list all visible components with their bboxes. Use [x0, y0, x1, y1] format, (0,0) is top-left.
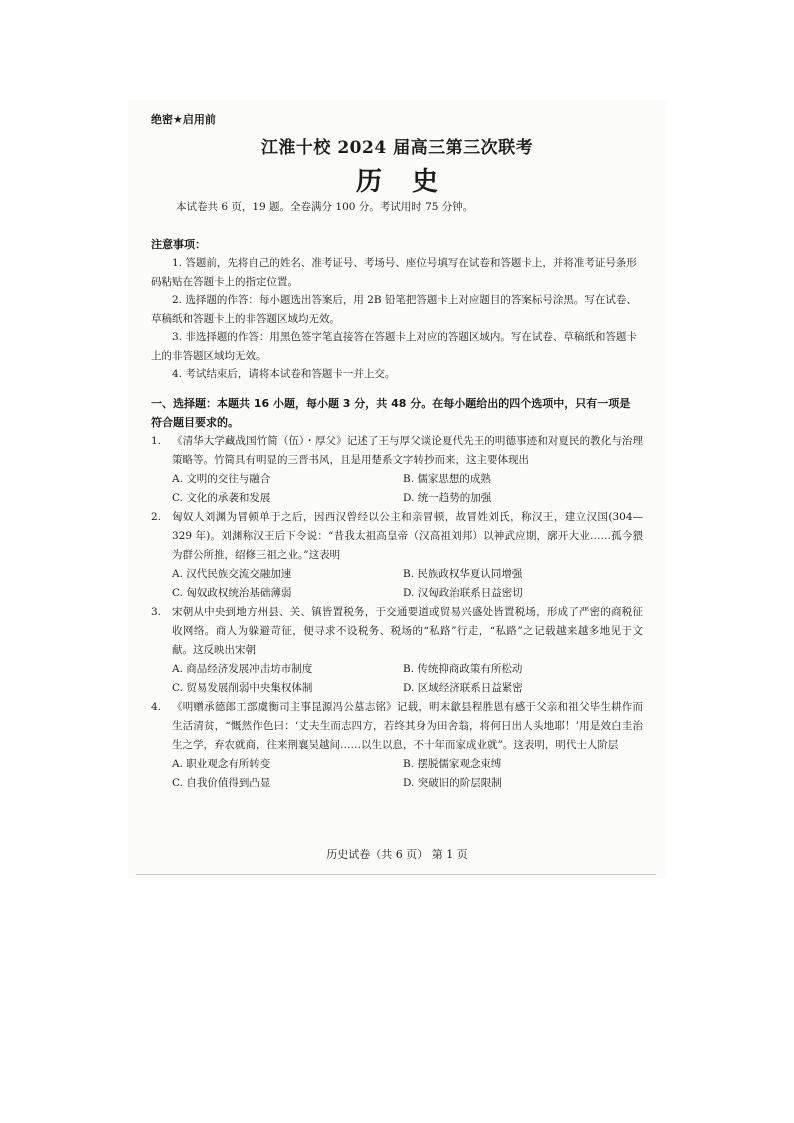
option-a: A. 文明的交往与融合: [172, 473, 271, 485]
question-3: [151, 603, 643, 698]
note-item: 3. 非选择题的作答：用黑色签字笔直接答在答题卡上对应的答题区域内。写在试卷、草稿纸和答题卡上的非答题区域均无效。: [151, 331, 637, 362]
option-c: C. 匈奴政权统治基础薄弱: [172, 587, 292, 599]
note-item: 1. 答题前，先将自己的姓名、准考证号、考场号、座位号填写在试卷和答题卡上，并将准考证号条形码粘贴在答题卡上的指定位置。: [151, 257, 637, 288]
question-stem: 匈奴人刘渊为冒顿单于之后，因西汉曾经以公主和亲冒顿，故冒姓刘氏，称汉王，建立汉国(304—329 年)。刘渊称汉王后下令说：“昔我太祖高皇帝（汉高祖刘邦）以神武应期，廓开大业……孤今猥为群公所推，绍修三祖之业。”这表明: [172, 511, 643, 561]
question-1: [151, 432, 643, 508]
question-stem: 《清华大学藏战国竹简（伍）・厚父》记述了王与厚父谈论夏代先王的明德事迹和对夏民的教化与治理策略等。竹简具有明显的三晋书风，且是用楚系文字转抄而来，这主要体现出: [172, 435, 643, 466]
question-number: 4.: [151, 701, 162, 713]
option-b: B. 传统抑商政策有所松动: [403, 663, 523, 675]
question-options: [172, 470, 643, 508]
notes-list: [151, 254, 641, 384]
sheet-bottom-edge: [136, 874, 656, 875]
note-item: 2. 选择题的作答：每小题选出答案后，用 2B 铅笔把答题卡上对应题目的答案标号涂黑。写在试卷、草稿纸和答题卡上的非答题区域均无效。: [151, 294, 637, 325]
option-a: A. 职业观念有所转变: [172, 758, 271, 770]
secret-mark: 绝密★启用前: [151, 113, 216, 126]
question-4: [151, 698, 643, 793]
question-number: 1.: [151, 435, 162, 447]
question-options: [172, 755, 643, 793]
option-d: D. 统一趋势的加强: [403, 492, 492, 504]
option-d: D. 汉匈政治联系日益密切: [403, 587, 523, 599]
option-b: B. 民族政权华夏认同增强: [403, 568, 523, 580]
option-d: D. 突破旧的阶层限制: [403, 777, 502, 789]
subject-title: 历史: [355, 167, 468, 197]
question-stem: 宋朝从中央到地方州县、关、镇皆置税务，于交通要道或贸易兴盛处皆置税场，形成了严密的商税征收网络。商人为躲避苛征，便寻求不设税务、税场的“私路”行走，“私路”之记载越来越多地见于文献。这反映出宋朝: [172, 606, 643, 656]
note-item: 4. 考试结束后，请将本试卷和答题卡一并上交。: [172, 368, 396, 380]
question-stem: 《明赠承德郎工部虞衡司主事昆源冯公墓志铭》记载，明末歙县程胜恩有感于父亲和祖父毕生耕作而生活清贫，“慨然作色曰：‘丈夫生而志四方，若终其身为田舍翁，将何日出人头地耶！’用是效白圭治生之学，弃农就商，往来荆襄吴越间……以生以息，不十年而家成业就”。这表明，明代士人阶层: [172, 701, 643, 751]
option-b: B. 摆脱儒家观念束缚: [403, 758, 502, 770]
page-footer: 历史试卷（共 6 页） 第 1 页: [326, 848, 468, 861]
question-number: 3.: [151, 606, 162, 618]
notes-heading: 注意事项：: [151, 238, 206, 251]
question-options: [172, 565, 643, 603]
option-a: A. 汉代民族交流交融加速: [172, 568, 292, 580]
question-options: [172, 660, 643, 698]
question-2: [151, 508, 643, 603]
section-heading: 一、选择题：本题共 16 小题，每小题 3 分，共 48 分。在每小题给出的四个选项中，只有一项是符合题目要求的。: [151, 397, 631, 429]
option-c: C. 贸易发展削弱中央集权体制: [172, 682, 313, 694]
option-c: C. 自我价值得到凸显: [172, 777, 271, 789]
option-b: B. 儒家思想的成熟: [403, 473, 491, 485]
question-number: 2.: [151, 511, 162, 523]
question-list: [151, 432, 643, 793]
option-c: C. 文化的承袭和发展: [172, 492, 271, 504]
exam-title: 江淮十校 2024 届高三第三次联考: [260, 138, 534, 158]
option-a: A. 商品经济发展冲击坊市制度: [172, 663, 313, 675]
option-d: D. 区域经济联系日益紧密: [403, 682, 523, 694]
exam-intro: 本试卷共 6 页，19 题。全卷满分 100 分。考试用时 75 分钟。: [176, 201, 474, 213]
